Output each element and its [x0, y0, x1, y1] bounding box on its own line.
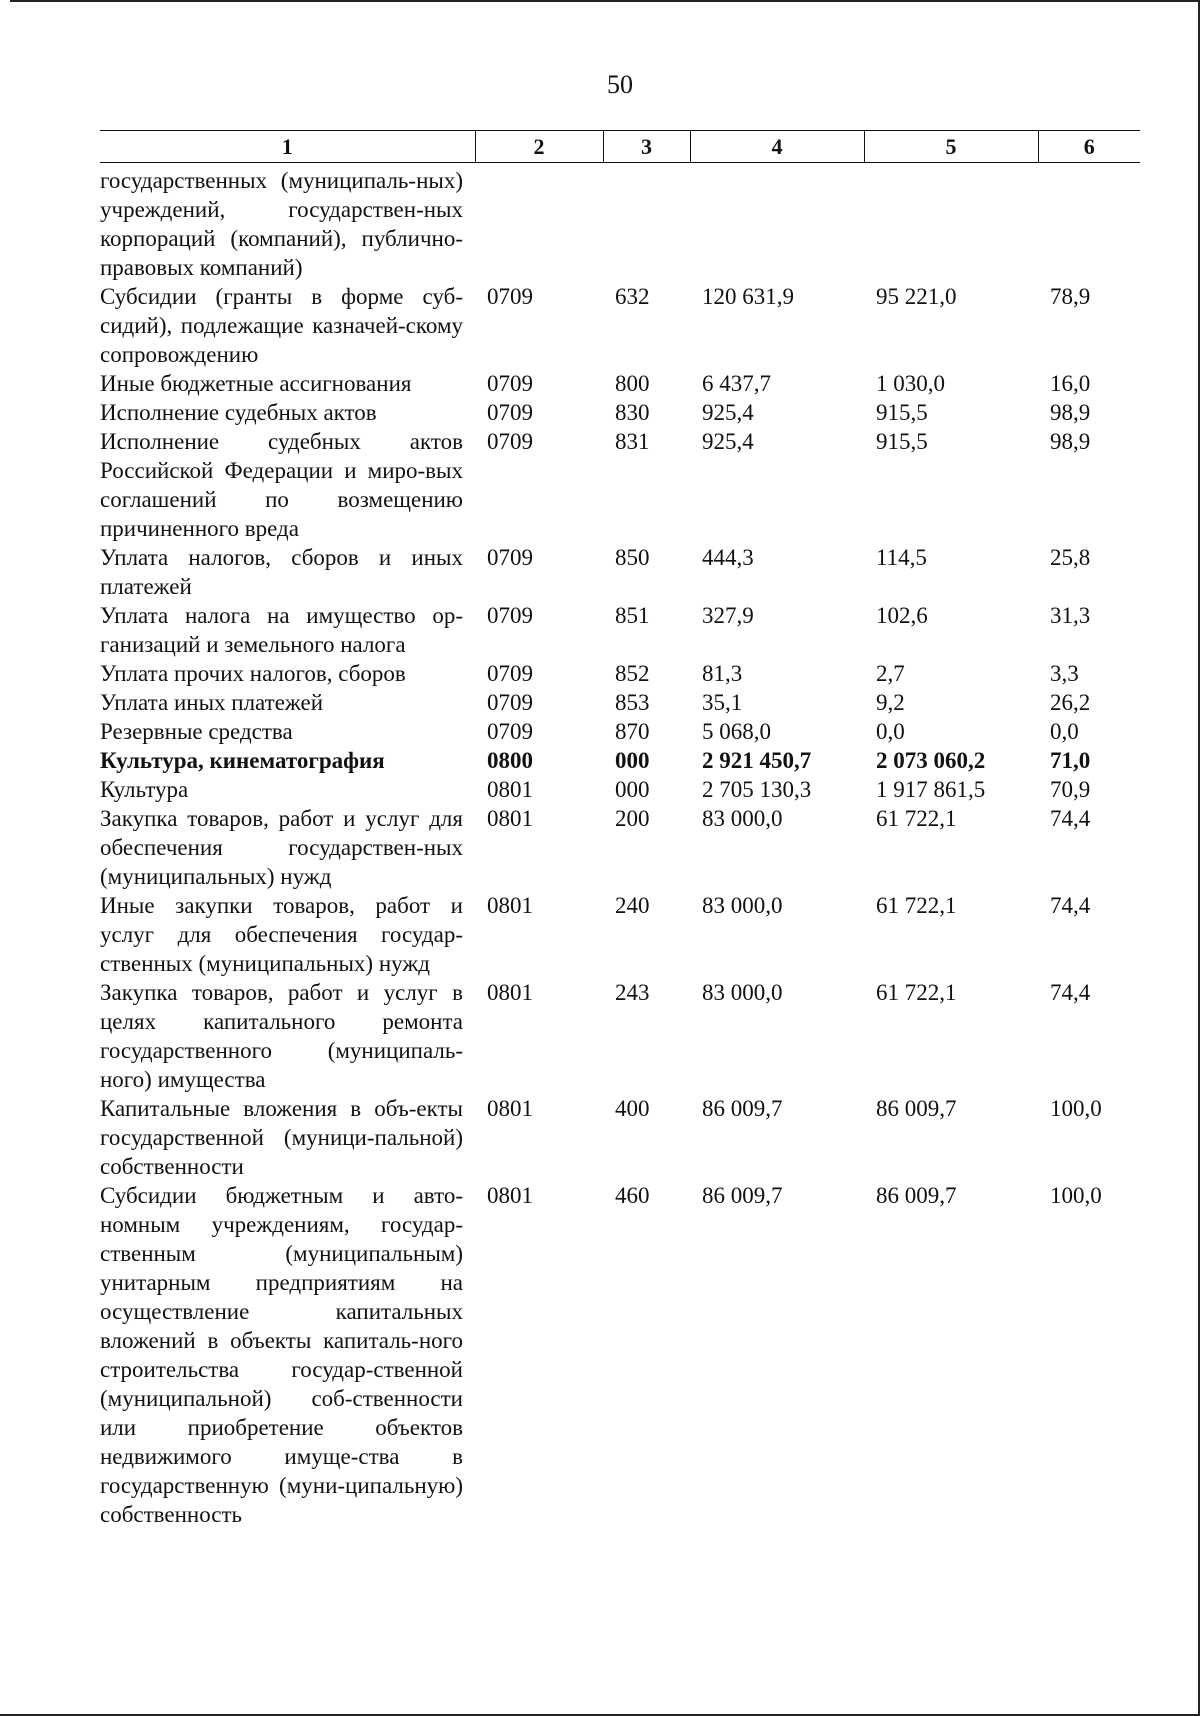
section-code-cell: 0709	[487, 371, 533, 396]
planned-amount-cell: 925,4	[702, 429, 754, 454]
row-name-cell: Исполнение судебных актов	[100, 400, 377, 425]
planned-amount-cell: 5 068,0	[702, 719, 771, 744]
expense-type-cell: 852	[615, 661, 650, 686]
planned-amount-cell: 35,1	[702, 690, 743, 715]
executed-amount-cell: 2,7	[876, 661, 905, 686]
executed-amount-cell	[864, 163, 1038, 283]
row-name-cell: Уплата налогов, сборов и иных платежей	[100, 545, 463, 599]
row-name-cell: государственных (муниципаль-ных) учреждений, государствен-ных корпораций (компаний), публично-правовых компаний)	[100, 168, 463, 280]
row-name-cell: Закупка товаров, работ и услуг в целях капитального ремонта государственного (муниципаль-ного) имущества	[100, 980, 463, 1092]
section-code-cell: 0800	[487, 748, 533, 773]
row-name-cell: Субсидии бюджетным и авто-номным учреждениям, государ-ственным (муниципальным) унитарным предприятиям на осуществление капитальных вложений в объекты капиталь-ного строительства государ-ственной (муниципальной) соб-ственности или приобретение объектов недвижимого имуще-ства в государственную (муни-ципальную) собственность	[100, 1183, 463, 1527]
expense-type-cell: 243	[615, 980, 650, 1005]
budget-table	[100, 130, 1140, 1529]
expense-type-cell: 800	[615, 371, 650, 396]
section-code-cell: 0801	[487, 777, 533, 802]
executed-amount-cell: 86 009,7	[876, 1096, 957, 1121]
row-name-cell: Иные закупки товаров, работ и услуг для обеспечения государ-ственных (муниципальных) нужд	[100, 893, 463, 976]
table-row	[100, 163, 1140, 283]
table-row	[100, 1094, 1140, 1181]
section-code-cell: 0801	[487, 1183, 533, 1208]
executed-amount-cell: 61 722,1	[876, 893, 957, 918]
expense-type-cell: 000	[615, 748, 650, 773]
expense-type-cell: 853	[615, 690, 650, 715]
row-name-cell: Резервные средства	[100, 719, 293, 744]
section-code-cell: 0801	[487, 893, 533, 918]
row-name-cell: Закупка товаров, работ и услуг для обеспечения государствен-ных (муниципальных) нужд	[100, 806, 463, 889]
executed-amount-cell: 0,0	[876, 719, 905, 744]
percent-cell: 100,0	[1050, 1183, 1102, 1208]
table-row	[100, 688, 1140, 717]
expense-type-cell: 831	[615, 429, 650, 454]
section-code-cell: 0709	[487, 400, 533, 425]
table-row	[100, 717, 1140, 746]
table-row	[100, 891, 1140, 978]
row-name-cell: Субсидии (гранты в форме суб-сидий), подлежащие казначей-скому сопровождению	[100, 284, 463, 367]
row-name-cell: Культура	[100, 777, 189, 802]
section-code-cell: 0709	[487, 690, 533, 715]
row-name-cell: Исполнение судебных актов Российской Федерации и миро-вых соглашений по возмещению причиненного вреда	[100, 429, 463, 541]
executed-amount-cell: 114,5	[876, 545, 927, 570]
column-header-1: 1	[100, 131, 475, 163]
row-name-cell: Капитальные вложения в объ-екты государственной (муници-пальной) собственности	[100, 1096, 463, 1179]
table-header-row	[100, 131, 1140, 163]
executed-amount-cell: 2 073 060,2	[876, 748, 986, 773]
column-header-2: 2	[475, 131, 603, 163]
table-row	[100, 601, 1140, 659]
row-name-cell: Уплата прочих налогов, сборов	[100, 661, 406, 686]
percent-cell	[1038, 163, 1140, 283]
planned-amount-cell: 925,4	[702, 400, 754, 425]
percent-cell: 26,2	[1050, 690, 1091, 715]
table-row	[100, 978, 1140, 1094]
planned-amount-cell: 81,3	[702, 661, 743, 686]
planned-amount-cell: 444,3	[702, 545, 754, 570]
expense-type-cell: 000	[615, 777, 650, 802]
planned-amount-cell	[690, 163, 864, 283]
section-code-cell: 0801	[487, 806, 533, 831]
expense-type-cell: 850	[615, 545, 650, 570]
planned-amount-cell: 6 437,7	[702, 371, 771, 396]
section-code-cell: 0709	[487, 429, 533, 454]
percent-cell: 100,0	[1050, 1096, 1102, 1121]
expense-type-cell: 870	[615, 719, 650, 744]
table-row	[100, 282, 1140, 369]
row-name-cell: Уплата налога на имущество ор-ганизаций и земельного налога	[100, 603, 463, 657]
executed-amount-cell: 9,2	[876, 690, 905, 715]
table-row	[100, 775, 1140, 804]
table-row	[100, 804, 1140, 891]
row-name-cell: Иные бюджетные ассигнования	[100, 371, 412, 396]
executed-amount-cell: 102,6	[876, 603, 928, 628]
percent-cell: 98,9	[1050, 429, 1091, 454]
executed-amount-cell: 915,5	[876, 429, 928, 454]
planned-amount-cell: 83 000,0	[702, 980, 783, 1005]
planned-amount-cell: 2 921 450,7	[702, 748, 812, 773]
executed-amount-cell: 95 221,0	[876, 284, 957, 309]
section-code-cell: 0709	[487, 661, 533, 686]
row-name-cell: Культура, кинематография	[100, 748, 385, 773]
percent-cell: 74,4	[1050, 893, 1091, 918]
expense-type-cell: 400	[615, 1096, 650, 1121]
section-code-cell: 0801	[487, 980, 533, 1005]
section-code-cell: 0709	[487, 284, 533, 309]
planned-amount-cell: 2 705 130,3	[702, 777, 812, 802]
percent-cell: 31,3	[1050, 603, 1091, 628]
percent-cell: 98,9	[1050, 400, 1091, 425]
table-row	[100, 427, 1140, 543]
expense-type-cell: 830	[615, 400, 650, 425]
section-code-cell: 0709	[487, 603, 533, 628]
percent-cell: 70,9	[1050, 777, 1091, 802]
section-code-cell: 0801	[487, 1096, 533, 1121]
expense-type-cell: 240	[615, 893, 650, 918]
table-row	[100, 543, 1140, 601]
column-header-6: 6	[1038, 131, 1140, 163]
expense-type-cell: 460	[615, 1183, 650, 1208]
planned-amount-cell: 86 009,7	[702, 1096, 783, 1121]
planned-amount-cell: 86 009,7	[702, 1183, 783, 1208]
percent-cell: 74,4	[1050, 980, 1091, 1005]
table-row	[100, 746, 1140, 775]
planned-amount-cell: 120 631,9	[702, 284, 794, 309]
expense-type-cell	[603, 163, 690, 283]
page-number: 50	[607, 70, 633, 99]
scan-edge-top	[10, 0, 1200, 2]
expense-type-cell: 851	[615, 603, 650, 628]
row-name-cell: Уплата иных платежей	[100, 690, 324, 715]
percent-cell: 78,9	[1050, 284, 1091, 309]
percent-cell: 3,3	[1050, 661, 1079, 686]
executed-amount-cell: 1 030,0	[876, 371, 945, 396]
table-row	[100, 1181, 1140, 1529]
planned-amount-cell: 327,9	[702, 603, 754, 628]
expense-type-cell: 200	[615, 806, 650, 831]
planned-amount-cell: 83 000,0	[702, 893, 783, 918]
column-header-5: 5	[864, 131, 1038, 163]
percent-cell: 0,0	[1050, 719, 1079, 744]
percent-cell: 25,8	[1050, 545, 1091, 570]
section-code-cell: 0709	[487, 719, 533, 744]
table-row	[100, 369, 1140, 398]
executed-amount-cell: 86 009,7	[876, 1183, 957, 1208]
table-row	[100, 398, 1140, 427]
executed-amount-cell: 61 722,1	[876, 806, 957, 831]
table-body	[100, 163, 1140, 1530]
planned-amount-cell: 83 000,0	[702, 806, 783, 831]
table-row	[100, 659, 1140, 688]
percent-cell: 74,4	[1050, 806, 1091, 831]
column-header-3: 3	[603, 131, 690, 163]
executed-amount-cell: 61 722,1	[876, 980, 957, 1005]
column-header-4: 4	[690, 131, 864, 163]
section-code-cell: 0709	[487, 545, 533, 570]
percent-cell: 71,0	[1050, 748, 1091, 773]
executed-amount-cell: 915,5	[876, 400, 928, 425]
percent-cell: 16,0	[1050, 371, 1091, 396]
expense-type-cell: 632	[615, 284, 650, 309]
executed-amount-cell: 1 917 861,5	[876, 777, 986, 802]
section-code-cell	[475, 163, 603, 283]
